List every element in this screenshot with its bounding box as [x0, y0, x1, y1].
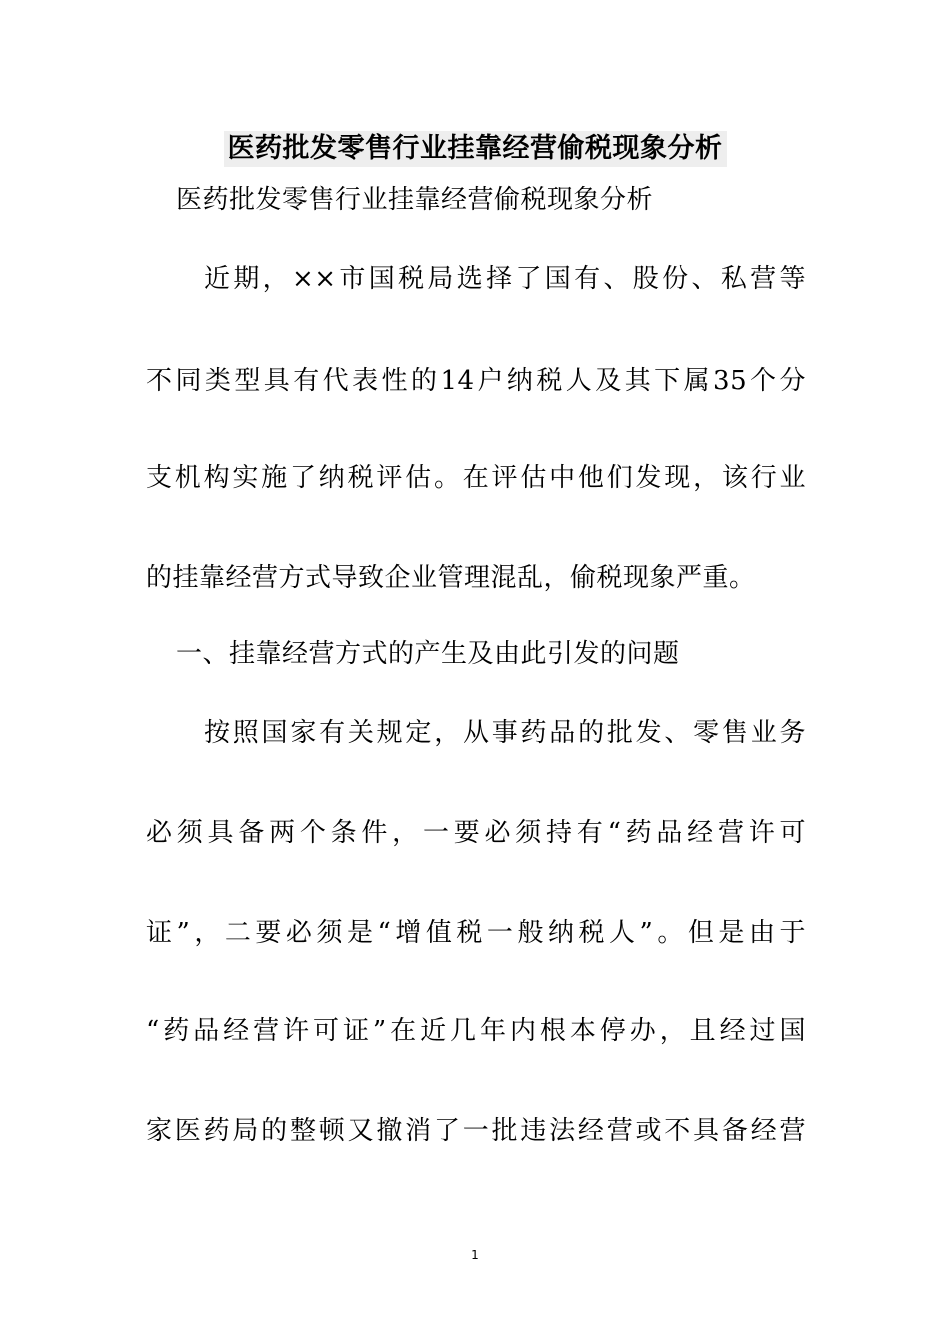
subtitle-line: 医药批发零售行业挂靠经营偷税现象分析 — [176, 185, 654, 215]
paragraph-line: 支机构实施了纳税评估。在评估中他们发现，该行业 — [146, 463, 806, 493]
section-heading: 一、挂靠经营方式的产生及由此引发的问题 — [176, 639, 680, 669]
paragraph-line: 证”，二要必须是“增值税一般纳税人”。但是由于 — [146, 918, 806, 948]
paragraph-line: 家医药局的整顿又撤消了一批违法经营或不具备经营 — [146, 1116, 806, 1146]
document-title: 医药批发零售行业挂靠经营偷税现象分析 — [224, 131, 727, 167]
page-number: 1 — [471, 1248, 479, 1262]
paragraph-line: “药品经营许可证”在近几年内根本停办，且经过国 — [146, 1016, 806, 1046]
paragraph-line: 近期，××市国税局选择了国有、股份、私营等 — [204, 264, 806, 294]
title-container — [0, 131, 950, 167]
paragraph-line: 的挂靠经营方式导致企业管理混乱，偷税现象严重。 — [146, 563, 756, 593]
paragraph-line: 按照国家有关规定，从事药品的批发、零售业务 — [204, 718, 806, 748]
paragraph-line: 不同类型具有代表性的14户纳税人及其下属35个分 — [146, 366, 806, 396]
paragraph-line: 必须具备两个条件，一要必须持有“药品经营许可 — [146, 818, 806, 848]
